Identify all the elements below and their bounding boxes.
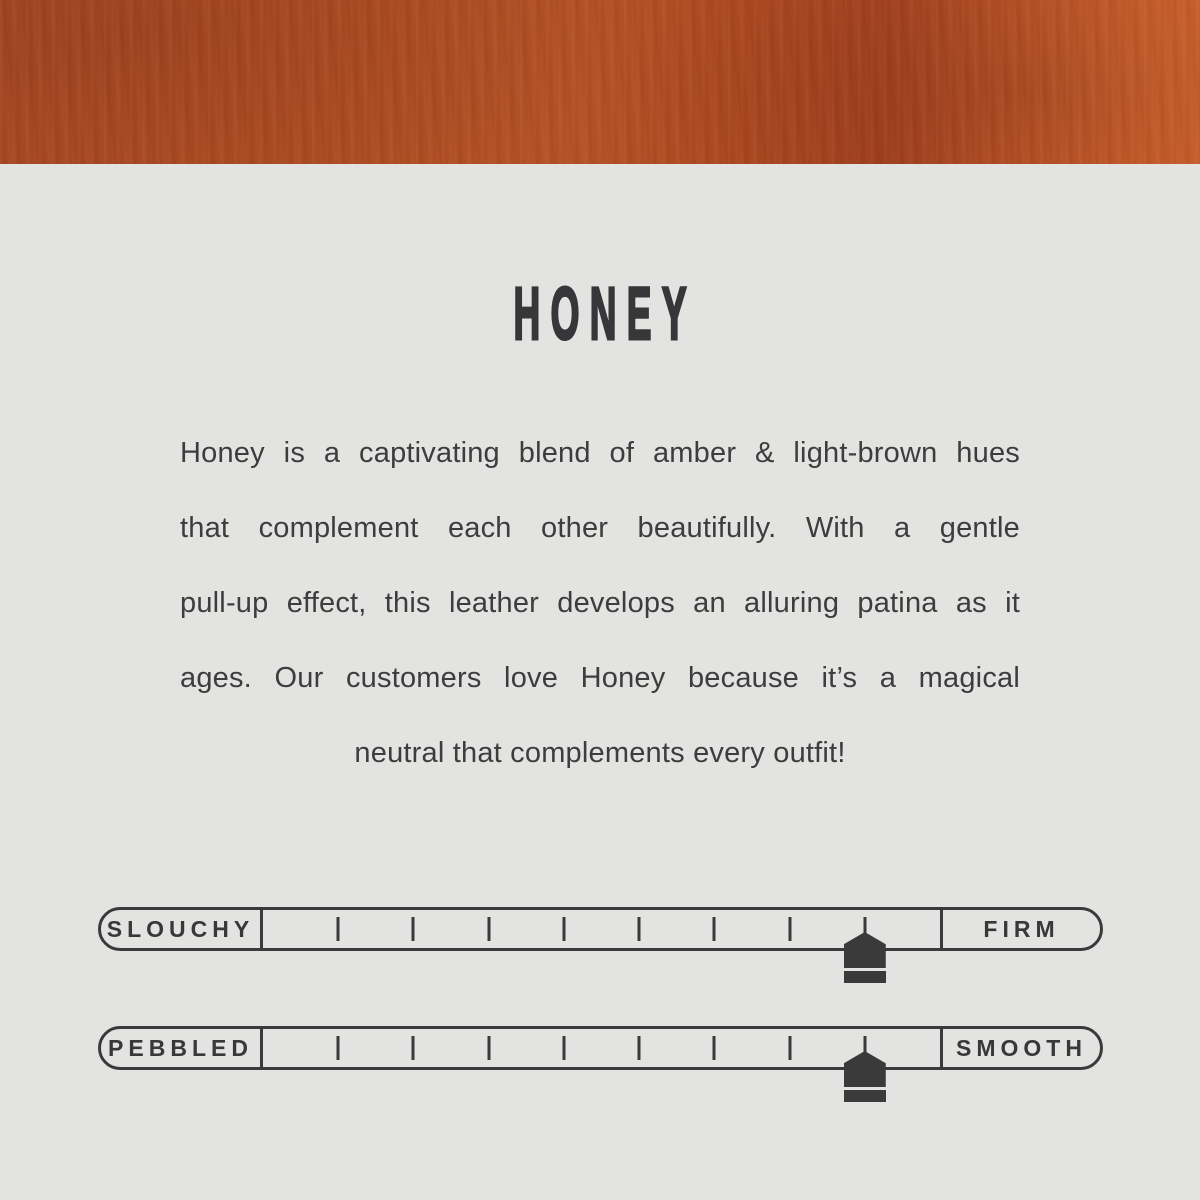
slider-right-label: SMOOTH	[956, 1035, 1087, 1061]
marker-pointer-icon	[844, 932, 886, 968]
tick-mark	[412, 1036, 415, 1060]
tick-mark	[713, 917, 716, 941]
leather-swatch-banner	[0, 0, 1200, 164]
tick-mark	[788, 1036, 791, 1060]
tick-mark	[337, 917, 340, 941]
marker-base	[844, 1090, 886, 1102]
tick-mark	[788, 917, 791, 941]
marker-pointer-icon	[844, 1051, 886, 1087]
slider-marker	[844, 932, 886, 983]
description-line: Honey is a captivating blend of amber & light-brown hues	[180, 437, 1020, 469]
tick-mark	[412, 917, 415, 941]
description-line: ages. Our customers love Honey because it’s a magical	[180, 662, 1020, 694]
tick-mark	[638, 1036, 641, 1060]
description-line: pull-up effect, this leather develops an alluring patina as it	[180, 587, 1020, 619]
firmness-scale-slider	[98, 907, 1103, 951]
marker-base	[844, 971, 886, 983]
slider-left-label: PEBBLED	[108, 1035, 253, 1061]
description-line: that complement each other beautifully. With a gentle	[180, 512, 1020, 544]
tick-mark	[562, 917, 565, 941]
tick-mark	[487, 1036, 490, 1060]
tick-mark	[337, 1036, 340, 1060]
slider-left-label: SLOUCHY	[106, 916, 255, 942]
texture-scale-slider	[98, 1026, 1103, 1070]
tick-mark	[562, 1036, 565, 1060]
tick-mark	[713, 1036, 716, 1060]
tick-mark	[487, 917, 490, 941]
description-paragraph	[180, 416, 1020, 791]
description-line: neutral that complements every outfit!	[354, 737, 846, 769]
slider-track	[263, 1029, 940, 1067]
slider-track	[263, 910, 940, 948]
page-title: HONEY	[513, 272, 697, 355]
slider-marker	[844, 1051, 886, 1102]
tick-mark	[638, 917, 641, 941]
slider-right-label: FIRM	[983, 916, 1060, 942]
